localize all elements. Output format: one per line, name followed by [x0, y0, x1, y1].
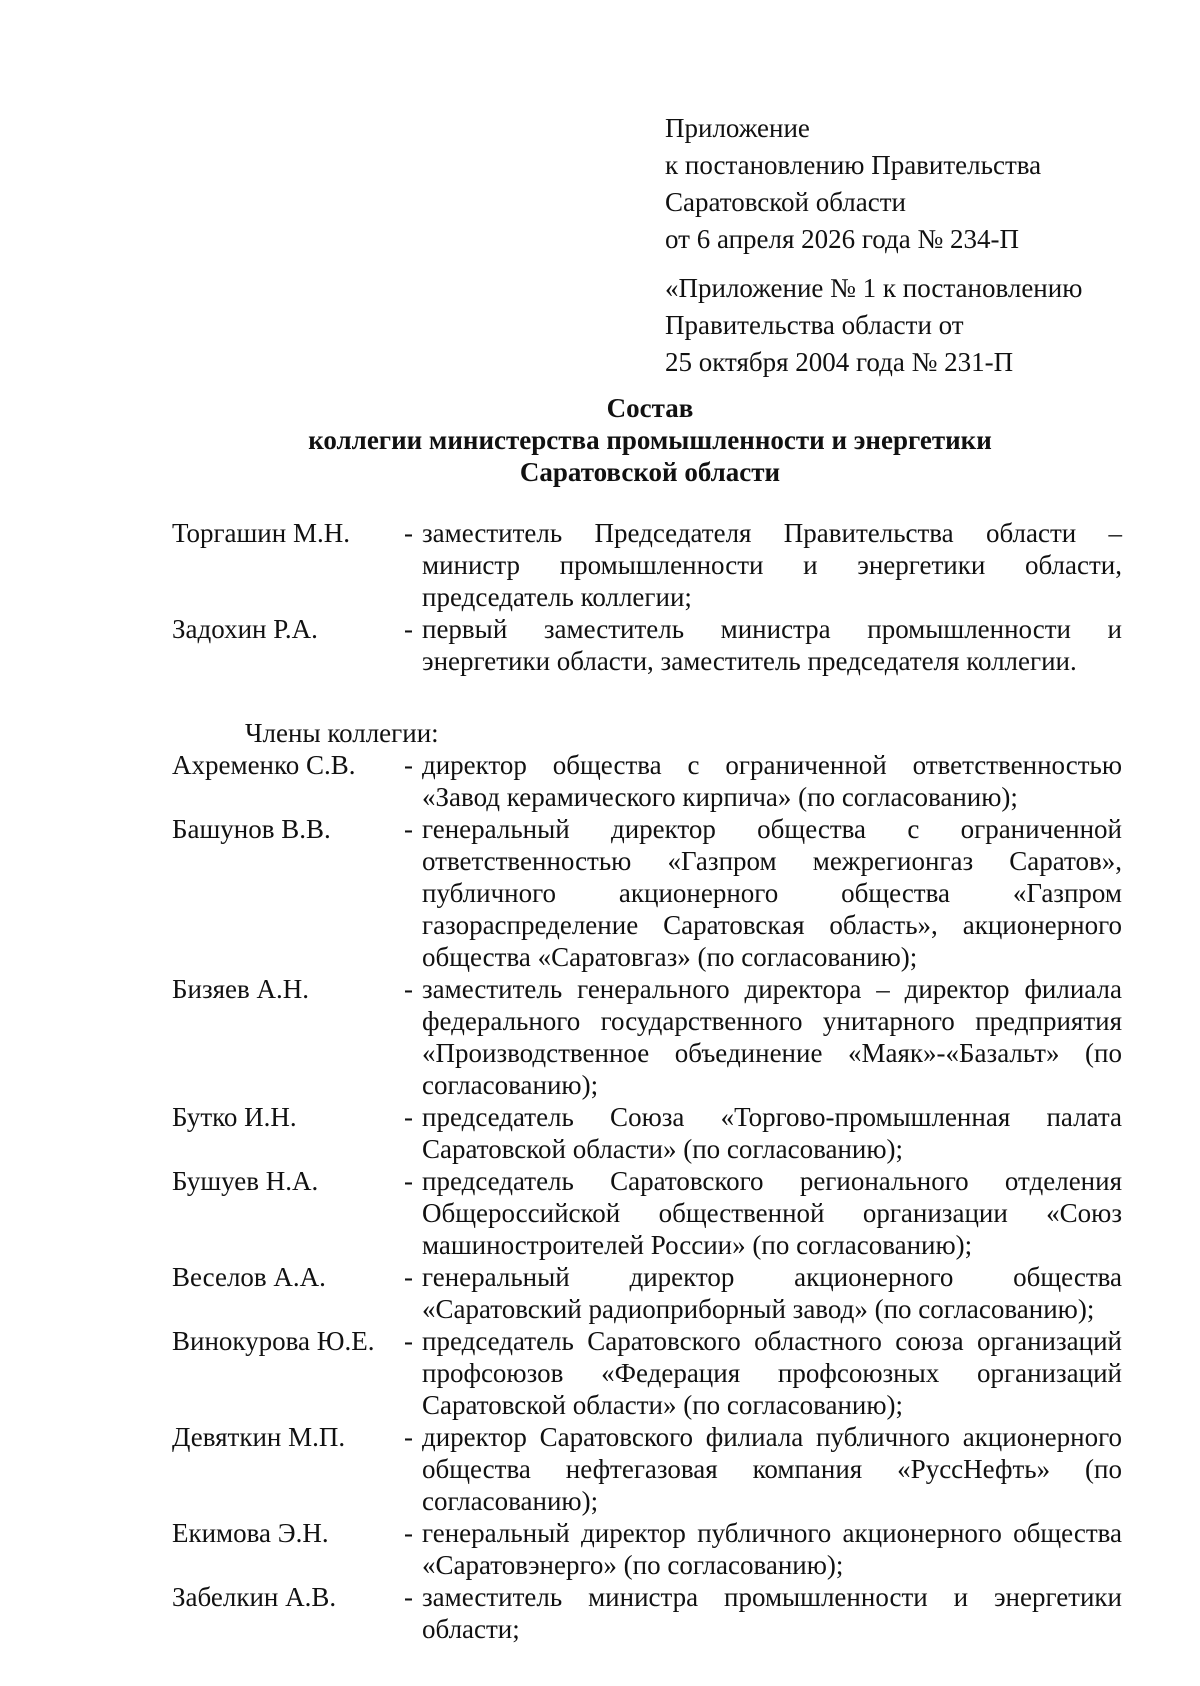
dash-marker: - [404, 518, 413, 548]
dash-marker: - [404, 974, 413, 1004]
person-name: Бизяев А.Н. [172, 974, 310, 1004]
role-text: заместитель министра промышленности и энергетики области; [422, 1582, 1122, 1644]
person-name: Задохин Р.А. [172, 614, 318, 644]
member-entry [172, 1165, 1122, 1261]
dash-marker: - [404, 1102, 413, 1132]
appendix-header-line: Приложение [665, 113, 810, 143]
title-line-2: коллегии министерства промышленности и энергетики [308, 425, 992, 455]
person-name: Забелкин А.В. [172, 1582, 337, 1612]
person-role [404, 1421, 1122, 1517]
member-entry [172, 1517, 1122, 1581]
dash-marker: - [404, 1166, 413, 1196]
member-entry [172, 973, 1122, 1101]
role-text: генеральный директор публичного акционерного общества «Саратовэнерго» (по согласованию); [422, 1518, 1122, 1580]
person-role [404, 1101, 1122, 1165]
person-role [404, 613, 1122, 677]
member-entry [172, 1101, 1122, 1165]
dash-marker: - [404, 1582, 413, 1612]
dash-marker: - [404, 614, 413, 644]
role-text: председатель Саратовского областного союза организаций профсоюзов «Федерация профсоюзных организаций Саратовской области» (по согласованию); [422, 1326, 1122, 1420]
collegium-roster [172, 517, 1122, 1645]
dash-marker: - [404, 750, 413, 780]
appendix-header [665, 110, 1165, 258]
appendix-original-reference [665, 270, 1165, 381]
title-line-3: Саратовской области [519, 457, 781, 487]
role-text: генеральный директор общества с ограниченной ответственностью «Газпром межрегионгаз Саратов», публичного акционерного общества «Газпром газораспределение Саратовская область», акционерного общества «Саратовгаз» (по согласованию); [422, 814, 1122, 972]
member-entry [172, 749, 1122, 813]
role-text: генеральный директор акционерного общества «Саратовский радиоприборный завод» (по согласованию); [422, 1262, 1122, 1324]
person-role [404, 1517, 1122, 1581]
person-name: Башунов В.В. [172, 814, 331, 844]
person-role [404, 517, 1122, 613]
person-role [404, 749, 1122, 813]
section-spacer [172, 677, 1122, 717]
member-entry [172, 1421, 1122, 1517]
person-name: Бушуев Н.А. [172, 1166, 319, 1196]
person-name: Винокурова Ю.Е. [172, 1326, 375, 1356]
person-name: Веселов А.А. [172, 1262, 326, 1292]
appendix-header-line: Саратовской области [665, 187, 906, 217]
appendix-original-line: 25 октября 2004 года № 231-П [665, 347, 1014, 377]
title-line-1: Состав [606, 393, 694, 423]
appendix-header-line: к постановлению Правительства [665, 150, 1042, 180]
role-text: директор общества с ограниченной ответственностью «Завод керамического кирпича» (по согласованию); [422, 750, 1122, 812]
role-text: председатель Союза «Торгово-промышленная палата Саратовской области» (по согласованию); [422, 1102, 1122, 1164]
role-text: заместитель Председателя Правительства области – министр промышленности и энергетики области, председатель коллегии; [422, 518, 1122, 612]
person-role [404, 813, 1122, 973]
dash-marker: - [404, 814, 413, 844]
role-text: заместитель генерального директора – директор филиала федерального государственного унитарного предприятия «Производственное объединение «Маяк»-«Базальт» (по согласованию); [422, 974, 1122, 1100]
appendix-original-line: «Приложение № 1 к постановлению [665, 273, 1083, 303]
member-entry [172, 1261, 1122, 1325]
appendix-original-line: Правительства области от [665, 310, 964, 340]
leadership-entry [172, 613, 1122, 677]
person-role [404, 1165, 1122, 1261]
person-name: Бутко И.Н. [172, 1102, 297, 1132]
role-text: первый заместитель министра промышленности и энергетики области, заместитель председателя коллегии. [422, 614, 1122, 676]
appendix-header-line: от 6 апреля 2026 года № 234-П [665, 224, 1019, 254]
member-entry [172, 1581, 1122, 1645]
dash-marker: - [404, 1326, 413, 1356]
dash-marker: - [404, 1518, 413, 1548]
member-entry [172, 813, 1122, 973]
person-role [404, 1581, 1122, 1645]
members-label: Члены коллегии: [245, 718, 439, 748]
dash-marker: - [404, 1422, 413, 1452]
person-name: Торгашин М.Н. [172, 518, 350, 548]
dash-marker: - [404, 1262, 413, 1292]
person-name: Екимова Э.Н. [172, 1518, 329, 1548]
person-role [404, 1325, 1122, 1421]
person-name: Ахременко С.В. [172, 750, 356, 780]
person-name: Девяткин М.П. [172, 1422, 346, 1452]
document-title [0, 392, 1200, 488]
member-entry [172, 1325, 1122, 1421]
role-text: директор Саратовского филиала публичного акционерного общества нефтегазовая компания «РуссНефть» (по согласованию); [422, 1422, 1122, 1516]
role-text: председатель Саратовского регионального отделения Общероссийской общественной организации «Союз машиностроителей России» (по согласованию); [422, 1166, 1122, 1260]
person-role [404, 973, 1122, 1101]
person-role [404, 1261, 1122, 1325]
leadership-entry [172, 517, 1122, 613]
